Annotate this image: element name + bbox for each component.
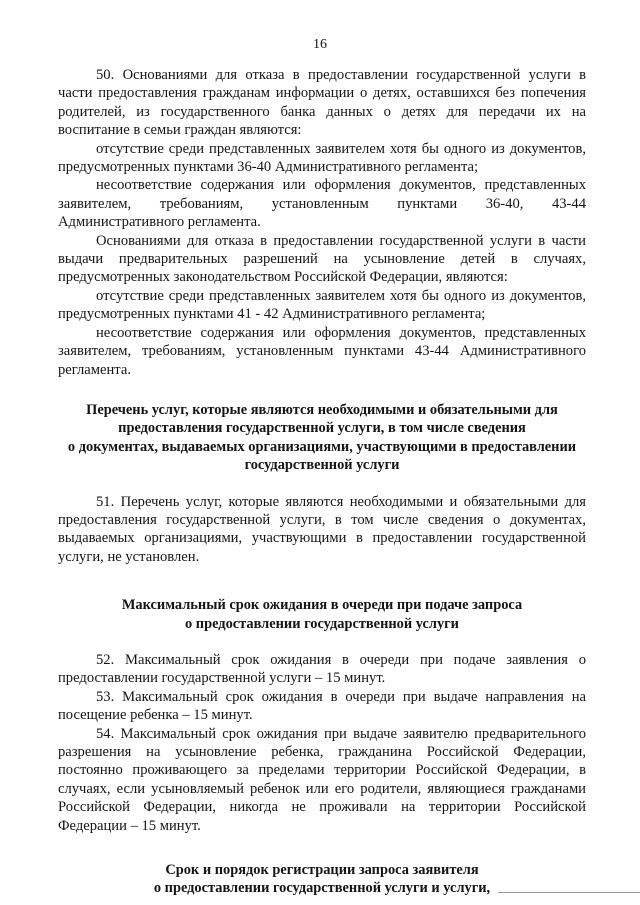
footer-rule <box>498 892 640 893</box>
paragraph-prelim-intro: Основаниями для отказа в предоставлении государственной услуги в части выдачи предварительных разрешений на усыновление детей в случаях, предусмотренных законодательством Российской Федерации, являются: <box>58 232 586 286</box>
paragraph-53: 53. Максимальный срок ожидания в очереди при выдаче направления на посещение ребенка – 15 минут. <box>58 688 586 724</box>
paragraph-prelim-item-1: отсутствие среди представленных заявителем хотя бы одного из документов, предусмотренных пунктами 41 - 42 Административного регламента; <box>58 287 586 323</box>
heading-services-line-4: государственной услуги <box>244 457 400 474</box>
document-body <box>58 66 586 898</box>
heading-services-line-3: о документах, выдаваемых организациями, участвующими в предоставлении <box>67 438 577 455</box>
paragraph-50-item-2: несоответствие содержания или оформления документов, представленных заявителем, требованиям, установленным пунктами 36-40, 43-44 Административного регламента. <box>58 177 586 231</box>
heading-registration-line-2: о предоставлении государственной услуги и услуги, <box>153 880 491 897</box>
heading-queue-line-1: Максимальный срок ожидания в очереди при подаче запроса <box>121 597 523 614</box>
paragraph-51: 51. Перечень услуг, которые являются необходимыми и обязательными для предоставления государственной услуги, в том числе сведения о документах, выдаваемых организациями, участвующими в предоставлении государственной услуги, не установлен. <box>58 493 586 565</box>
heading-queue-line-2: о предоставлении государственной услуги <box>185 615 459 632</box>
paragraph-52: 52. Максимальный срок ожидания в очереди при подаче заявления о предоставлении государственной услуги – 15 минут. <box>58 651 586 687</box>
paragraph-50-item-1: отсутствие среди представленных заявителем хотя бы одного из документов, предусмотренных пунктами 36-40 Административного регламента; <box>58 140 586 176</box>
heading-services-line-2: предоставления государственной услуги, в том числе сведения <box>118 420 526 437</box>
heading-registration-line-1: Срок и порядок регистрации запроса заявителя <box>165 862 479 879</box>
paragraph-54: 54. Максимальный срок ожидания при выдаче заявителю предварительного разрешения на усыновление ребенка, гражданина Российской Федерации, постоянно проживающего за пределами территории Российской Федерации, в случаях, если усыновляемый ребенок или его родители, являющиеся гражданами Российской Федерации, никогда не проживали на территории Российской Федерации – 15 минут. <box>58 725 586 834</box>
paragraph-prelim-item-2: несоответствие содержания или оформления документов, представленных заявителем, требованиям, установленным пунктами 43-44 Административного регламента. <box>58 324 586 378</box>
page-number: 16 <box>313 37 327 52</box>
heading-services-line-1: Перечень услуг, которые являются необходимыми и обязательными для <box>86 401 558 418</box>
paragraph-50-intro: 50. Основаниями для отказа в предоставлении государственной услуги в части предоставления гражданам информации о детях, оставшихся без попечения родителей, из государственного банка данных о детях для передачи их на воспитание в семьи граждан являются: <box>58 67 586 139</box>
